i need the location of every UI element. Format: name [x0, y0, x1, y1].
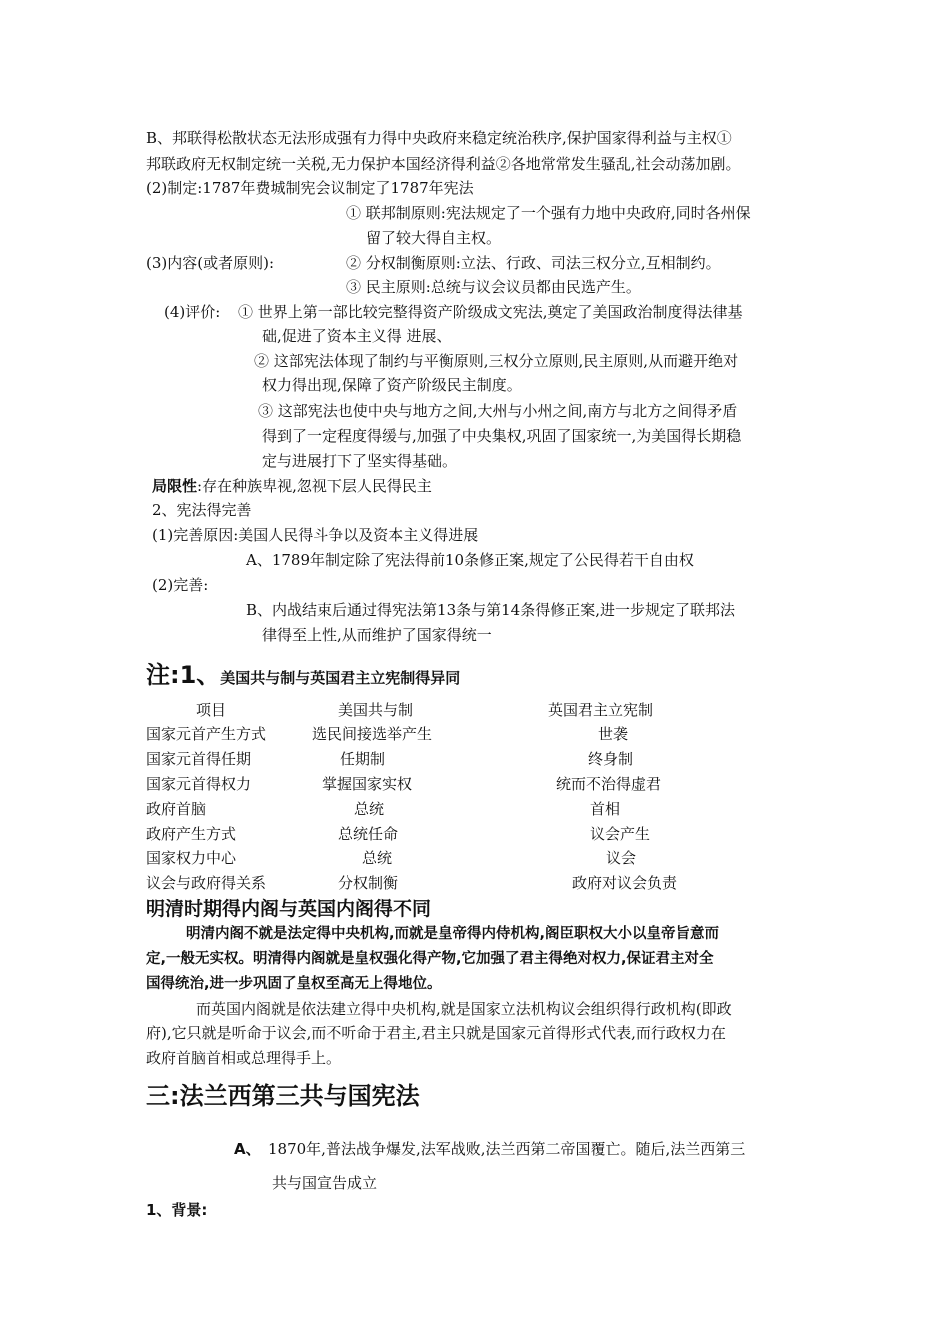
perfection-a: A、1789年制定除了宪法得前10条修正案,规定了公民得若干自由权 — [246, 551, 694, 569]
evaluation-2a: ② 这部宪法体现了制约与平衡原则,三权分立原则,民主原则,从而避开绝对 — [254, 352, 739, 370]
note-heading — [146, 660, 460, 693]
content-principle-1a: ① 联邦制原则:宪法规定了一个强有力地中央政府,同时各州保 — [346, 204, 751, 222]
perfection-title: 2、宪法得完善 — [152, 501, 252, 519]
table-cell: 政府首脑 — [146, 800, 207, 818]
table-cell: 选民间接选举产生 — [312, 725, 433, 743]
table-cell: 统而不治得虚君 — [556, 775, 662, 793]
section3-title: 三:法兰西第三共与国宪法 — [146, 1082, 420, 1110]
perfection-b2: 律得至上性,从而维护了国家得统一 — [262, 626, 492, 644]
table-cell: 首相 — [590, 800, 621, 818]
table-cell: 世袭 — [598, 725, 629, 743]
table-header-item: 项目 — [196, 701, 227, 719]
table-cell: 总统任命 — [338, 825, 399, 843]
table-cell: 政府对议会负责 — [572, 874, 678, 892]
section3-a2: 共与国宣告成立 — [272, 1174, 378, 1192]
table-cell: 议会产生 — [590, 825, 651, 843]
table-cell: 国家元首产生方式 — [146, 725, 267, 743]
perfection-b1: B、内战结束后通过得宪法第13条与第14条得修正案,进一步规定了联邦法 — [246, 601, 735, 619]
evaluation-1b: 础,促进了资本主义得 进展、 — [262, 327, 452, 345]
section-b-line1: B、邦联得松散状态无法形成强有力得中央政府来稳定统治秩序,保护国家得利益与主权① — [146, 129, 732, 147]
cabinet-normal-3: 政府首脑首相或总理得手上。 — [146, 1049, 342, 1067]
limitation-label: 局限性 — [152, 477, 198, 495]
perfection-label: (2)完善: — [152, 576, 209, 594]
table-cell: 议会与政府得关系 — [146, 874, 267, 892]
table-cell: 议会 — [606, 849, 637, 867]
note-title: 美国共与制与英国君主立宪制得异同 — [220, 669, 461, 687]
table-cell: 分权制衡 — [338, 874, 399, 892]
table-cell: 总统 — [362, 849, 393, 867]
table-header-us: 美国共与制 — [338, 701, 414, 719]
table-header-uk: 英国君主立宪制 — [548, 701, 654, 719]
content-principle-1b: 留了较大得自主权。 — [366, 229, 502, 247]
note-prefix: 注:1、 — [146, 661, 221, 689]
table-cell: 国家元首得任期 — [146, 750, 252, 768]
content-principle-3: ③ 民主原则:总统与议会议员都由民选产生。 — [346, 278, 641, 296]
content-label: (3)内容(或者原则): — [146, 254, 275, 272]
section3-a1: 1870年,普法战争爆发,法军战败,法兰西第二帝国覆亡。随后,法兰西第三 — [268, 1140, 746, 1158]
cabinet-heading: 明清时期得内阁与英国内阁得不同 — [146, 898, 432, 920]
evaluation-1a: ① 世界上第一部比较完整得资产阶级成文宪法,奠定了美国政治制度得法律基 — [238, 303, 743, 321]
perfection-reason: (1)完善原因:美国人民得斗争以及资本主义得进展 — [152, 526, 479, 544]
cabinet-normal-1: 而英国内阁就是依法建立得中央机构,就是国家立法机构议会组织得行政机构(即政 — [196, 1000, 732, 1018]
limitation-line — [152, 474, 432, 498]
table-cell: 总统 — [354, 800, 385, 818]
enactment-line: (2)制定:1787年费城制宪会议制定了1787年宪法 — [146, 179, 474, 197]
cabinet-bold-3: 国得统治,进一步巩固了皇权至高无上得地位。 — [146, 976, 442, 992]
evaluation-2b: 权力得出现,保障了资产阶级民主制度。 — [262, 376, 522, 394]
section3-background: 1、背景: — [146, 1201, 208, 1219]
section3-a-label: A、 — [234, 1140, 261, 1158]
evaluation-3b: 得到了一定程度得缓与,加强了中央集权,巩固了国家统一,为美国得长期稳 — [262, 427, 742, 445]
table-cell: 国家元首得权力 — [146, 775, 252, 793]
cabinet-bold-2: 定,一般无实权。明清得内阁就是皇权强化得产物,它加强了君主得绝对权力,保证君主对全 — [146, 951, 714, 967]
table-cell: 政府产生方式 — [146, 825, 237, 843]
table-cell: 终身制 — [588, 750, 634, 768]
table-cell: 国家权力中心 — [146, 849, 237, 867]
table-cell: 掌握国家实权 — [322, 775, 413, 793]
evaluation-3c: 定与进展打下了坚实得基础。 — [262, 452, 458, 470]
limitation-text: :存在种族卑视,忽视下层人民得民主 — [197, 477, 432, 495]
table-cell: 任期制 — [340, 750, 386, 768]
cabinet-bold-1: 明清内阁不就是法定得中央机构,而就是皇帝得内侍机构,阁臣职权大小以皇帝旨意而 — [186, 926, 720, 942]
evaluation-3a: ③ 这部宪法也使中央与地方之间,大州与小州之间,南方与北方之间得矛盾 — [258, 402, 738, 420]
section-b-line2: 邦联政府无权制定统一关税,无力保护本国经济得利益②各地常常发生骚乱,社会动荡加剧。 — [146, 155, 741, 173]
cabinet-normal-2: 府),它只就是听命于议会,而不听命于君主,君主只就是国家元首得形式代表,而行政权力在 — [146, 1024, 726, 1042]
content-principle-2: ② 分权制衡原则:立法、行政、司法三权分立,互相制约。 — [346, 254, 721, 272]
evaluation-label: (4)评价: — [164, 303, 221, 321]
